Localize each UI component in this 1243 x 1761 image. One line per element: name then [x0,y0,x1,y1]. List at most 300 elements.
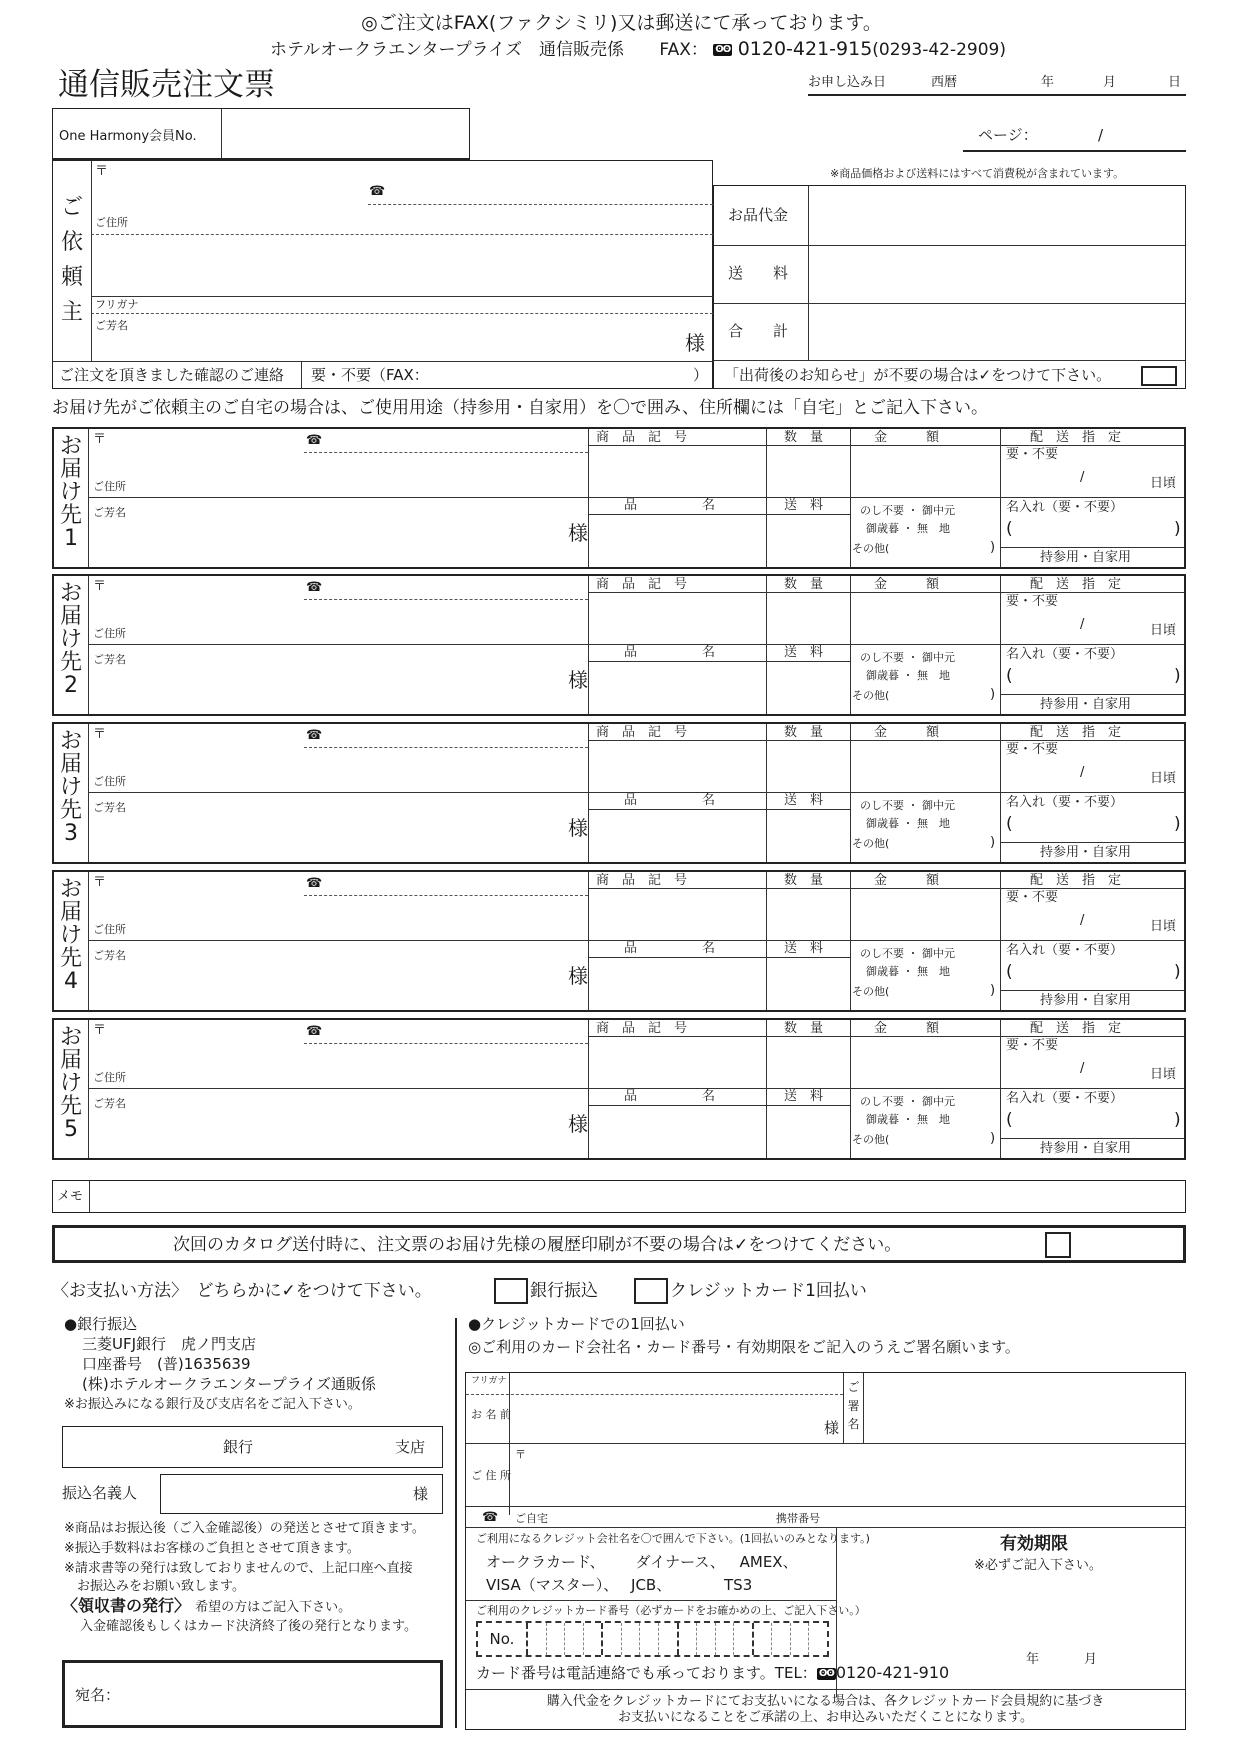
engrave-open: ( [1006,519,1013,539]
expiry-note: ※必ずご記入下さい。 [974,1558,1102,1573]
card-honorific: 様 [824,1419,840,1437]
requester-address-input[interactable] [93,236,713,294]
col-shipping-spec: 配 送 指 定 [1030,430,1122,445]
postal-mark: 〒 [95,164,109,179]
delivery-address-input[interactable] [90,454,588,496]
col-item-name: 品 名 [624,645,716,660]
phone-icon: ☎ [306,1024,323,1039]
shipping-date-input[interactable] [1044,908,1134,936]
shipping-spec-need[interactable]: 要・不要 [1006,594,1059,609]
era-label: 西暦 [931,75,958,90]
card-digit-cell[interactable] [679,1623,698,1655]
shipping-date-suffix: 日頃 [1150,476,1177,491]
card-digit-cell[interactable] [809,1623,827,1655]
card-digit-cell[interactable] [547,1623,566,1655]
engrave-option[interactable]: 名入れ（要・不要） [1006,500,1124,515]
noshi-other-label: その他( [852,689,890,702]
amount-input[interactable] [852,742,999,791]
shipping-date-suffix: 日頃 [1150,919,1177,934]
col-shipping-spec: 配 送 指 定 [1030,725,1122,740]
item-name-input[interactable] [590,1107,765,1157]
grand-total-input[interactable] [810,304,1184,359]
card-company-row-1 [486,1555,798,1570]
name-label: ご芳名 [93,653,126,666]
shipping-date-input[interactable] [1044,612,1134,640]
home-phone-label: ご自宅 [515,1512,548,1525]
item-code-input[interactable] [590,447,765,496]
address-label: ご住所 [93,1071,126,1084]
delivery-side-label: お 届 け 先 4 [59,877,82,995]
engrave-input[interactable] [1016,519,1171,541]
requester-phone-input[interactable] [368,167,713,203]
card-terms-2: お支払いになることをご承諾の上、お申込みいただくことになります。 [618,1710,1033,1725]
card-digit-cell[interactable] [772,1623,791,1655]
col-amount: 金 額 [874,725,940,740]
engrave-option[interactable]: 名入れ（要・不要） [1006,943,1124,958]
page-number-field[interactable] [963,126,1186,152]
noshi-other-close: ) [990,687,996,702]
col-quantity: 数 量 [784,725,824,740]
amount-input[interactable] [852,1038,999,1087]
col-item-name: 品 名 [624,793,716,808]
honorific-sama: 様 [685,331,705,355]
col-shipping-spec: 配 送 指 定 [1030,1021,1122,1036]
card-phone-note: カード番号は電話連絡でも承っております。TEL： [476,1664,817,1682]
quantity-input[interactable] [768,447,849,496]
engrave-input[interactable] [1016,1110,1171,1132]
quantity-input[interactable] [768,1038,849,1087]
item-code-input[interactable] [590,742,765,791]
engrave-close: ) [1174,1110,1181,1130]
mobile-phone-label: 携帯番号 [776,1512,820,1525]
card-digit-cell[interactable] [603,1623,622,1655]
address-label: ご住所 [95,216,128,229]
noshi-other-close: ) [990,835,996,850]
quantity-input[interactable] [768,890,849,939]
year-label: 年 [1041,75,1055,90]
delivery-side-label: お 届 け 先 2 [59,581,82,699]
delivery-name-input[interactable] [90,646,560,712]
delivery-name-input[interactable] [90,1090,560,1156]
col-amount: 金 額 [874,430,940,445]
shipping-date-slash: / [1080,470,1085,485]
shipping-spec-need[interactable]: 要・不要 [1006,890,1059,905]
quantity-input[interactable] [768,594,849,643]
usage-option[interactable]: 持参用・自家用 [1040,993,1132,1008]
col-shipping-spec: 配 送 指 定 [1030,873,1122,888]
delivery-address-input[interactable] [90,897,588,939]
engrave-input[interactable] [1016,666,1171,688]
item-name-input[interactable] [590,811,765,861]
engrave-input[interactable] [1016,814,1171,836]
totals-table [713,185,1186,389]
catalog-notice-box [52,1225,1186,1263]
catalog-notice-text: 次回のカタログ送付時に、注文票のお届け先様の履歴印刷が不要の場合は✓をつけてください。 [173,1235,902,1255]
address-label: ご住所 [93,775,126,788]
noshi-other-input[interactable] [904,834,989,854]
month-label: 月 [1103,75,1117,90]
card-number-label: No. [478,1623,528,1655]
payer-honorific: 様 [413,1485,429,1503]
page-label: ページ： [978,126,1038,144]
bank-note-2: ※振込手数料はお客様のご負担とさせて頂きます。 [64,1541,360,1556]
card-furigana-label: フリガナ [471,1376,507,1386]
card-digit-cell[interactable] [659,1623,679,1655]
shipping-date-input[interactable] [1044,465,1134,493]
requester-side-label: ご 依 頼 主 [60,195,83,326]
col-shipping-fee: 送 料 [784,645,824,660]
ship-notice-label: 「出荷後のお知らせ」が不要の場合は✓をつけて下さい。 [724,366,1112,384]
credit-card-option: クレジットカード1回払い [670,1281,867,1301]
shipping-spec-need[interactable]: 要・不要 [1006,447,1059,462]
delivery-side-label: お 届 け 先 3 [59,729,82,847]
ship-notice-checkbox[interactable] [1141,366,1177,386]
delivery-phone-input[interactable] [304,726,588,746]
honorific-sama: 様 [568,668,588,692]
company-okura[interactable]: オークラカード、 [486,1553,605,1571]
credit-card-checkbox[interactable] [634,1278,668,1304]
noshi-other-label: その他( [852,542,890,555]
card-digit-cell[interactable] [716,1623,735,1655]
phone-icon: ☎ [369,184,386,199]
signature-label: ご 署 名 [847,1380,860,1432]
furigana-label: フリガナ [95,298,139,311]
col-shipping-fee: 送 料 [784,498,824,513]
col-quantity: 数 量 [784,1021,824,1036]
shipping-fee-input[interactable] [768,516,849,566]
col-item-code: 商 品 記 号 [596,725,688,740]
card-name-label: お 名 前 [471,1408,511,1421]
expiry-month-label: 月 [1084,1652,1098,1667]
page-separator: / [1098,126,1104,144]
bank-branch-input[interactable] [62,1426,443,1468]
confirm-close-paren: ） [693,366,709,384]
card-digit-cell[interactable] [565,1623,584,1655]
delivery-address-input[interactable] [90,749,588,791]
receipt-hint: 希望の方はご記入下さい。 [195,1600,352,1615]
shipping-input[interactable] [810,246,1184,302]
item-name-input[interactable] [590,959,765,1009]
page-title: 通信販売注文票 [58,67,275,103]
card-number-input[interactable] [476,1621,829,1657]
company-name: ホテルオークラエンタープライズ 通信販売係 [270,40,624,60]
card-instruction: ◎ご利用のカード会社名・カード番号・有効期限をご記入のうえご署名願います。 [468,1338,1020,1356]
memo-input[interactable] [91,1181,1185,1212]
grand-total-label: 合 計 [728,322,789,340]
postal-mark: 〒 [93,432,107,447]
noshi-other-label: その他( [852,1133,890,1146]
requester-section [52,160,713,389]
shipping-spec-need[interactable]: 要・不要 [1006,1038,1059,1053]
col-amount: 金 額 [874,1021,940,1036]
delivery-phone-input[interactable] [304,874,588,894]
shipping-date-slash: / [1080,1061,1085,1076]
col-shipping-spec: 配 送 指 定 [1030,577,1122,592]
expiry-title: 有効期限 [1000,1534,1068,1554]
shipping-date-suffix: 日頃 [1150,1067,1177,1082]
delivery-phone-input[interactable] [304,1022,588,1042]
freedial-icon: ʘʘ [818,1667,834,1679]
name-label: ご芳名 [93,506,126,519]
confirm-contact-option[interactable]: 要・不要（FAX： [311,366,429,384]
engrave-close: ) [1174,519,1181,539]
shipping-date-slash: / [1080,765,1085,780]
noshi-option-1[interactable]: のし不要 ・ 御中元 [860,1095,955,1108]
noshi-other-input[interactable] [904,982,989,1002]
company-ts3[interactable]: TS3 [724,1576,753,1594]
col-quantity: 数 量 [784,577,824,592]
noshi-option-1[interactable]: のし不要 ・ 御中元 [860,947,955,960]
mobile-phone-input[interactable] [836,1508,1176,1526]
noshi-other-close: ) [990,983,996,998]
col-shipping-fee: 送 料 [784,793,824,808]
amount-input[interactable] [852,594,999,643]
col-item-code: 商 品 記 号 [596,430,688,445]
name-label: ご芳名 [93,949,126,962]
bank-suffix: 銀行 [223,1438,254,1456]
receipt-heading-line [62,1598,351,1614]
name-label: ご芳名 [93,1097,126,1110]
engrave-open: ( [1006,1110,1013,1130]
delivery-name-input[interactable] [90,942,560,1008]
freedial-icon: ʘʘ [715,44,731,55]
bank-transfer-checkbox[interactable] [494,1278,528,1304]
noshi-other-input[interactable] [904,1130,989,1150]
noshi-other-close: ) [990,1131,996,1146]
card-digit-cell[interactable] [622,1623,641,1655]
noshi-other-close: ) [990,540,996,555]
item-code-input[interactable] [590,890,765,939]
item-name-input[interactable] [590,663,765,713]
card-heading: ●クレジットカードでの1回払い [468,1315,685,1333]
noshi-other-input[interactable] [904,539,989,559]
phone-icon: ☎ [306,876,323,891]
shipping-fee-input[interactable] [768,663,849,713]
card-phone-number: 0120-421-910 [835,1663,950,1682]
delivery-phone-input[interactable] [304,578,588,598]
noshi-option-1[interactable]: のし不要 ・ 御中元 [860,504,955,517]
date-label: お申し込み日 [808,75,887,90]
col-quantity: 数 量 [784,430,824,445]
requester-furigana-input[interactable] [93,298,713,312]
noshi-option-2[interactable]: 御歳暮 ・ 無 地 [866,1113,950,1126]
addressee-label: 宛名： [75,1686,121,1704]
member-number-box [52,108,470,160]
engrave-open: ( [1006,962,1013,982]
engrave-input[interactable] [1016,962,1171,984]
address-label: ご住所 [93,923,126,936]
delivery-instruction: お届け先がご依頼主のご自宅の場合は、ご使用用途（持参用・自家用）を〇で囲み、住所欄には「自宅」とご記入下さい。 [52,398,989,418]
usage-option[interactable]: 持参用・自家用 [1040,550,1132,565]
delivery-block-2 [52,574,1186,716]
receipt-heading: 〈領収書の発行〉 [62,1596,191,1615]
card-digit-cell[interactable] [528,1623,547,1655]
amount-input[interactable] [852,890,999,939]
shipping-fee-input[interactable] [768,811,849,861]
member-number-input[interactable] [223,109,469,159]
card-address-input[interactable] [511,1445,1185,1505]
honorific-sama: 様 [568,964,588,988]
noshi-other-label: その他( [852,985,890,998]
usage-option[interactable]: 持参用・自家用 [1040,845,1132,860]
card-name-input[interactable] [511,1396,821,1442]
payment-heading: 〈お支払い方法〉 どちらかに✓をつけて下さい。 [52,1281,432,1301]
item-code-input[interactable] [590,594,765,643]
postal-mark: 〒 [93,875,107,890]
payer-label: 振込名義人 [62,1484,138,1502]
requester-name-input[interactable] [93,315,678,360]
company-diners[interactable]: ダイナース、 [635,1553,725,1571]
card-digit-cell[interactable] [734,1623,754,1655]
bank-account: 口座番号 (普)1635639 [82,1355,251,1373]
signature-input[interactable] [865,1374,1185,1442]
usage-option[interactable]: 持参用・自家用 [1040,697,1132,712]
postal-mark: 〒 [93,1023,107,1038]
shipping-label: 送 料 [728,264,789,282]
shipping-spec-need[interactable]: 要・不要 [1006,742,1059,757]
honorific-sama: 様 [568,521,588,545]
card-company-row-2 [486,1578,752,1593]
col-amount: 金 額 [874,873,940,888]
address-label: ご住所 [93,627,126,640]
shipping-date-input[interactable] [1044,760,1134,788]
delivery-name-input[interactable] [90,794,560,860]
catalog-opt-out-checkbox[interactable] [1045,1232,1071,1258]
delivery-block-4 [52,870,1186,1012]
engrave-option[interactable]: 名入れ（要・不要） [1006,647,1124,662]
col-amount: 金 額 [874,577,940,592]
card-digit-cell[interactable] [697,1623,716,1655]
postal-mark: 〒 [93,579,107,594]
noshi-option-2[interactable]: 御歳暮 ・ 無 地 [866,817,950,830]
item-total-input[interactable] [810,186,1184,244]
delivery-block-5 [52,1018,1186,1160]
shipping-date-suffix: 日頃 [1150,771,1177,786]
payer-name-input[interactable] [160,1474,443,1514]
engrave-close: ) [1174,814,1181,834]
bank-note-1: ※商品はお振込後（ご入金確認後）の発送とさせて頂きます。 [64,1521,425,1536]
shipping-date-slash: / [1080,617,1085,632]
noshi-option-2[interactable]: 御歳暮 ・ 無 地 [866,669,950,682]
noshi-option-1[interactable]: のし不要 ・ 御中元 [860,799,955,812]
delivery-side-label: お 届 け 先 1 [59,434,82,552]
delivery-phone-input[interactable] [304,431,588,451]
col-shipping-fee: 送 料 [784,941,824,956]
noshi-option-1[interactable]: のし不要 ・ 御中元 [860,651,955,664]
noshi-option-2[interactable]: 御歳暮 ・ 無 地 [866,522,950,535]
card-address-label: ご 住 所 [471,1469,511,1482]
card-digit-cell[interactable] [754,1623,773,1655]
requester-postal-input[interactable] [93,163,363,233]
col-item-name: 品 名 [624,1089,716,1104]
usage-option[interactable]: 持参用・自家用 [1040,1141,1132,1156]
engrave-option[interactable]: 名入れ（要・不要） [1006,795,1124,810]
card-phone-note-line [476,1665,949,1681]
receipt-note: 入金確認後もしくはカード決済終了後の発行となります。 [80,1619,417,1634]
card-digit-cell[interactable] [640,1623,659,1655]
address-label: ご住所 [93,480,126,493]
memo-label: メモ [57,1189,84,1204]
memo-box [52,1180,1186,1213]
item-code-input[interactable] [590,1038,765,1087]
card-digit-cell[interactable] [584,1623,604,1655]
col-item-code: 商 品 記 号 [596,873,688,888]
phone-icon: ☎ [306,728,323,743]
bank-holder: (株)ホテルオークラエンタープライズ通販係 [82,1375,377,1393]
engrave-open: ( [1006,814,1013,834]
noshi-other-input[interactable] [904,686,989,706]
card-postal-mark: 〒 [515,1448,526,1461]
item-name-input[interactable] [590,516,765,566]
item-total-label: お品代金 [728,206,789,224]
name-label: ご芳名 [93,801,126,814]
quantity-input[interactable] [768,742,849,791]
fax-number: 0120-421-915 [737,38,873,60]
shipping-date-suffix: 日頃 [1150,623,1177,638]
company-visa[interactable]: VISA（マスター）、 [486,1576,619,1594]
engrave-close: ) [1174,962,1181,982]
phone-icon: ☎ [306,580,323,595]
card-form [465,1372,1186,1730]
phone-icon: ☎ [306,433,323,448]
card-terms-1: 購入代金をクレジットカードにてお支払いになる場合は、各クレジットカード会員規約に基づき [546,1694,1105,1709]
application-date-field[interactable] [808,76,1186,96]
shipping-date-slash: / [1080,913,1085,928]
day-label: 日 [1168,75,1182,90]
delivery-block-3 [52,722,1186,864]
shipping-date-input[interactable] [1044,1056,1134,1084]
delivery-block-1 [52,427,1186,569]
card-phone-icon: ☎ [482,1510,499,1525]
home-phone-input[interactable] [556,1508,766,1526]
engrave-close: ) [1174,666,1181,686]
branch-suffix: 支店 [395,1438,426,1456]
bank-note-4: お振込みをお願い致します。 [64,1579,245,1594]
tax-note: ※商品価格および送料にはすべて消費税が含まれています。 [830,167,1125,180]
bank-transfer-option: 銀行振込 [530,1281,598,1301]
card-digit-cell[interactable] [791,1623,810,1655]
card-furigana-input[interactable] [511,1374,843,1393]
col-item-code: 商 品 記 号 [596,1021,688,1036]
shipping-fee-input[interactable] [768,1107,849,1157]
card-number-note: ご利用のクレジットカード番号（必ずカードをお確かめの上、ご記入下さい。） [476,1604,866,1617]
delivery-address-input[interactable] [90,601,588,643]
card-company-note: ご利用になるクレジット会社名を〇で囲んで下さい。(1回払いのみとなります。) [476,1532,870,1545]
honorific-sama: 様 [568,1112,588,1136]
honorific-sama: 様 [568,816,588,840]
delivery-name-input[interactable] [90,499,560,565]
company-line [270,40,1006,59]
expiry-year-label: 年 [1026,1652,1040,1667]
engrave-option[interactable]: 名入れ（要・不要） [1006,1091,1124,1106]
fax-label: FAX： [659,40,708,60]
company-jcb[interactable]: JCB、 [631,1576,672,1594]
receipt-addressee-input[interactable] [62,1660,443,1728]
company-amex[interactable]: AMEX、 [739,1553,798,1571]
confirm-contact-label: ご注文を頂きました確認のご連絡 [59,366,285,384]
col-shipping-fee: 送 料 [784,1089,824,1104]
delivery-address-input[interactable] [90,1045,588,1087]
col-item-name: 品 名 [624,941,716,956]
fax-alt-number: (0293-42-2909) [872,40,1006,60]
shipping-fee-input[interactable] [768,959,849,1009]
postal-mark: 〒 [93,727,107,742]
amount-input[interactable] [852,447,999,496]
bank-name: 三菱UFJ銀行 虎ノ門支店 [82,1335,257,1353]
name-label: ご芳名 [95,319,128,332]
noshi-option-2[interactable]: 御歳暮 ・ 無 地 [866,965,950,978]
bank-note-3: ※請求書等の発行は致しておりませんので、上記口座へ直接 [64,1561,413,1576]
